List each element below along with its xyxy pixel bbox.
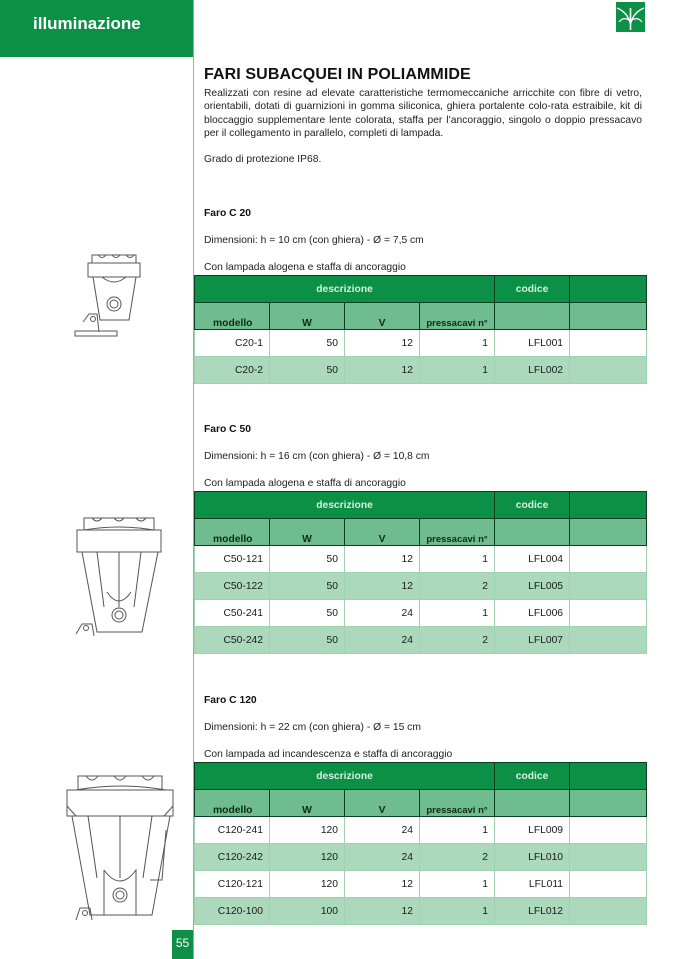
- spec-table-c50: [194, 491, 647, 654]
- protection-grade: Grado di protezione IP68.: [204, 154, 322, 165]
- header-extra-blank: [570, 790, 647, 817]
- cell-volt: 24: [345, 817, 420, 844]
- cell-blank: [570, 357, 647, 384]
- cell-cable-glands: 2: [420, 844, 495, 871]
- product-lamp: Con lampada ad incandescenza e staffa di ancoraggio: [204, 749, 453, 760]
- header-cable-glands: pressacavi n°: [420, 519, 495, 546]
- cell-volt: 12: [345, 330, 420, 357]
- cell-volt: 24: [345, 844, 420, 871]
- header-code-blank: [495, 303, 570, 330]
- cell-volt: 12: [345, 546, 420, 573]
- cell-cable-glands: 1: [420, 600, 495, 627]
- cell-cable-glands: 2: [420, 627, 495, 654]
- cell-blank: [570, 546, 647, 573]
- table-row: [195, 573, 647, 600]
- header-code: codice: [495, 276, 570, 303]
- cell-model: C20-2: [195, 357, 270, 384]
- cell-code: LFL010: [495, 844, 570, 871]
- product-title: Faro C 20: [204, 208, 251, 219]
- intro-paragraph: Realizzati con resine ad elevate caratteristiche termomeccaniche arricchite con fibre di vetro, orientabili, dotati di guarnizioni in gomma siliconica, ghiera portalente colo-rata estraibile, kit di bloccaggio supplementare lente colorata, staffa per l’ancoraggio, singolo o doppio pressacavo per il collegamento in parallelo, completi di lampada.: [204, 88, 642, 140]
- cell-watt: 50: [270, 330, 345, 357]
- header-watt: W: [270, 303, 345, 330]
- cell-blank: [570, 817, 647, 844]
- cell-model: C120-100: [195, 898, 270, 925]
- table-row: [195, 627, 647, 654]
- cell-code: LFL007: [495, 627, 570, 654]
- cell-watt: 50: [270, 546, 345, 573]
- cell-blank: [570, 898, 647, 925]
- table-row: [195, 357, 647, 384]
- cell-blank: [570, 871, 647, 898]
- cell-watt: 100: [270, 898, 345, 925]
- header-extra-blank: [570, 303, 647, 330]
- cell-code: LFL006: [495, 600, 570, 627]
- cell-code: LFL011: [495, 871, 570, 898]
- header-volt: V: [345, 519, 420, 546]
- cell-watt: 50: [270, 357, 345, 384]
- header-volt: V: [345, 790, 420, 817]
- cell-cable-glands: 1: [420, 330, 495, 357]
- product-lamp: Con lampada alogena e staffa di ancoraggio: [204, 478, 406, 489]
- product-dimensions: Dimensioni: h = 16 cm (con ghiera) - Ø = 10,8 cm: [204, 451, 430, 462]
- cell-watt: 120: [270, 844, 345, 871]
- product-dimensions: Dimensioni: h = 22 cm (con ghiera) - Ø = 15 cm: [204, 722, 421, 733]
- cell-cable-glands: 1: [420, 357, 495, 384]
- page-number: 55: [172, 930, 193, 959]
- cell-model: C20-1: [195, 330, 270, 357]
- product-title: Faro C 50: [204, 424, 251, 435]
- lamp-c120-drawing-icon: [62, 770, 182, 920]
- cell-model: C120-242: [195, 844, 270, 871]
- section-tab: [0, 0, 193, 57]
- cell-blank: [570, 600, 647, 627]
- cell-code: LFL009: [495, 817, 570, 844]
- cell-blank: [570, 330, 647, 357]
- page-title: FARI SUBACQUEI IN POLIAMMIDE: [204, 66, 471, 83]
- cell-watt: 50: [270, 573, 345, 600]
- cell-model: C120-241: [195, 817, 270, 844]
- cell-model: C50-241: [195, 600, 270, 627]
- product-dimensions: Dimensioni: h = 10 cm (con ghiera) - Ø = 7,5 cm: [204, 235, 424, 246]
- header-cable-glands: pressacavi n°: [420, 790, 495, 817]
- header-watt: W: [270, 519, 345, 546]
- fountain-logo-icon: [616, 2, 645, 32]
- header-blank: [570, 763, 647, 790]
- header-description: descrizione: [195, 492, 495, 519]
- cell-model: C120-121: [195, 871, 270, 898]
- cell-code: LFL004: [495, 546, 570, 573]
- header-code: codice: [495, 763, 570, 790]
- header-model: modello: [195, 519, 270, 546]
- cell-model: C50-122: [195, 573, 270, 600]
- section-label: illuminazione: [33, 14, 141, 33]
- product-lamp: Con lampada alogena e staffa di ancoraggio: [204, 262, 406, 273]
- cell-watt: 50: [270, 600, 345, 627]
- cell-cable-glands: 2: [420, 573, 495, 600]
- cell-blank: [570, 844, 647, 871]
- cell-volt: 24: [345, 600, 420, 627]
- table-row: [195, 871, 647, 898]
- cell-model: C50-121: [195, 546, 270, 573]
- cell-cable-glands: 1: [420, 871, 495, 898]
- lamp-c20-drawing-icon: [65, 252, 155, 342]
- cell-volt: 12: [345, 573, 420, 600]
- cell-watt: 120: [270, 817, 345, 844]
- table-row: [195, 546, 647, 573]
- lamp-c50-drawing-icon: [62, 512, 172, 637]
- cell-blank: [570, 627, 647, 654]
- cell-volt: 24: [345, 627, 420, 654]
- cell-watt: 50: [270, 627, 345, 654]
- header-description: descrizione: [195, 763, 495, 790]
- cell-model: C50-242: [195, 627, 270, 654]
- table-row: [195, 844, 647, 871]
- header-watt: W: [270, 790, 345, 817]
- table-row: [195, 817, 647, 844]
- spec-table-c20: [194, 275, 647, 384]
- cell-volt: 12: [345, 898, 420, 925]
- cell-watt: 120: [270, 871, 345, 898]
- cell-code: LFL012: [495, 898, 570, 925]
- cell-cable-glands: 1: [420, 546, 495, 573]
- header-volt: V: [345, 303, 420, 330]
- header-code: codice: [495, 492, 570, 519]
- table-row: [195, 898, 647, 925]
- header-description: descrizione: [195, 276, 495, 303]
- cell-cable-glands: 1: [420, 898, 495, 925]
- header-code-blank: [495, 790, 570, 817]
- header-model: modello: [195, 790, 270, 817]
- cell-code: LFL005: [495, 573, 570, 600]
- cell-code: LFL001: [495, 330, 570, 357]
- table-row: [195, 330, 647, 357]
- table-row: [195, 600, 647, 627]
- cell-volt: 12: [345, 357, 420, 384]
- cell-blank: [570, 573, 647, 600]
- spec-table-c120: [194, 762, 647, 925]
- header-code-blank: [495, 519, 570, 546]
- header-cable-glands: pressacavi n°: [420, 303, 495, 330]
- cell-volt: 12: [345, 871, 420, 898]
- header-extra-blank: [570, 519, 647, 546]
- cell-code: LFL002: [495, 357, 570, 384]
- cell-cable-glands: 1: [420, 817, 495, 844]
- header-blank: [570, 276, 647, 303]
- header-blank: [570, 492, 647, 519]
- header-model: modello: [195, 303, 270, 330]
- product-title: Faro C 120: [204, 695, 257, 706]
